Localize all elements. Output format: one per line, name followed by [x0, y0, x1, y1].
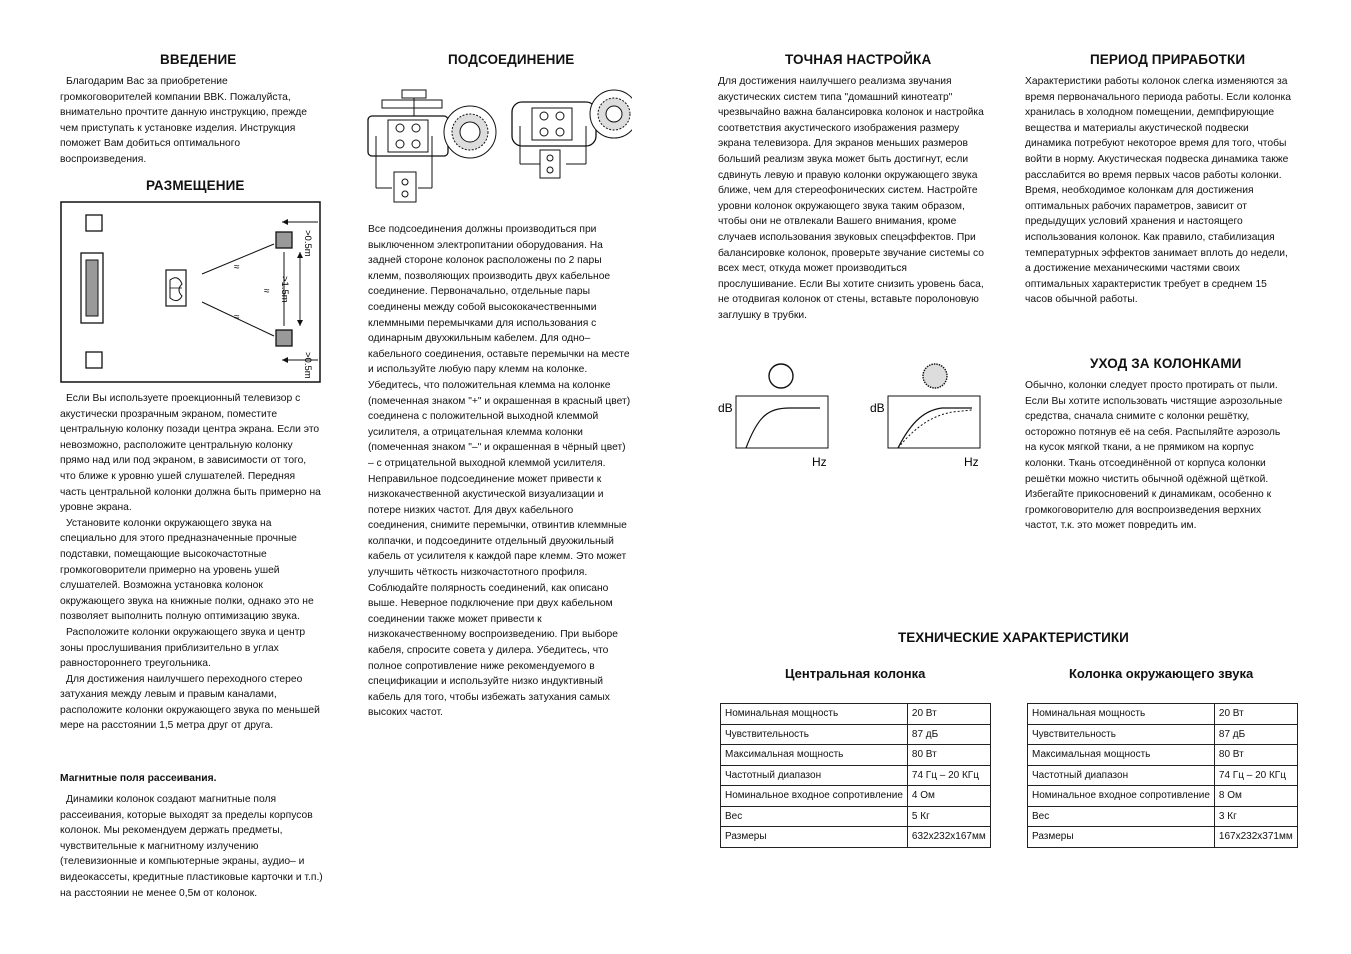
table-row: [1028, 765, 1298, 786]
approx-sign-2: ≈: [234, 312, 240, 323]
table-row: [721, 786, 991, 807]
table-row: [721, 827, 991, 848]
table-row: [1028, 745, 1298, 766]
listener-chair-icon: [166, 270, 186, 306]
spec-value: 20 Вт: [1214, 704, 1297, 725]
spec-label: Максимальная мощность: [721, 745, 908, 766]
spec-value: 632x232x167мм: [907, 827, 990, 848]
intro-title: ВВЕДЕНИЕ: [160, 52, 237, 67]
distance-label-mid: >1.5m: [279, 276, 290, 303]
center-spec-table: [720, 703, 991, 848]
graph-left-y-label: dB: [718, 401, 733, 415]
graph-left-x-label: Hz: [812, 455, 827, 469]
graph-right-x-label: Hz: [964, 455, 979, 469]
placement-paragraph: Если Вы используете проекционный телевизор с акустически прозрачным экраном, поместите центральную колонку позади центра экрана. Если это невозможно, расположите центральную колонку прямо над или под экраном, в зависимости от того, что ближе к уровню ушей слушателей. Передняя часть центральной колонки должна быть примерно на уровне экрана.: [60, 393, 321, 514]
care-title: УХОД ЗА КОЛОНКАМИ: [1090, 356, 1242, 371]
spec-label: Максимальная мощность: [1028, 745, 1215, 766]
table-row: [1028, 806, 1298, 827]
spec-label: Вес: [1028, 806, 1215, 827]
spec-value: 87 дБ: [1214, 724, 1297, 745]
spec-value: 5 Кг: [907, 806, 990, 827]
magnetic-paragraph: Динамики колонок создают магнитные поля рассеивания, которые выходят за пределы корпусов колонок. Мы рекомендуем держать предметы, чувствительные к магнитному излучению (телевизионные и компьютерные экраны, аудио– и видеокассеты, кредитные пластиковые карточки и т.п.) на расстоянии не менее 0,5м от колонок.: [60, 794, 323, 899]
surround-speaker-title: Колонка окружающего звука: [1069, 666, 1254, 681]
spec-value: 80 Вт: [1214, 745, 1297, 766]
breakin-text: [1025, 74, 1291, 308]
table-row: [721, 745, 991, 766]
frequency-response-graphs: [716, 360, 986, 472]
spec-label: Номинальная мощность: [721, 704, 908, 725]
breakin-title: ПЕРИОД ПРИРАБОТКИ: [1090, 52, 1246, 67]
table-row: [1028, 724, 1298, 745]
small-speaker-top-icon: [86, 215, 102, 231]
placement-title: РАЗМЕЩЕНИЕ: [146, 178, 245, 193]
tuning-paragraph: Для достижения наилучшего реализма звучания акустических систем типа "домашний кинотеатр" чрезвычайно важна балансировка колонок и настройка соответствия акустического изображения размеру экрана телевизора. Для экранов меньших размеров больший реализм звука может быть достигнут, если сдвинуть левую и правую колонки окружающего звука ближе, чем для стереофонических систем. Настройте уровни колонок окружающего звука таким образом, чтобы они не отвлекали Вашего внимания, кроме случаев использования звуковых спецэффектов. При балансировке колонок, проверьте звучание системы со всех мест, откуда может производиться прослушивание. Если Вы хотите снизить уровень баса, не отодвигая колонок от стены, вставьте поролоновую заглушку в трубки.: [718, 76, 984, 321]
placement-diagram: [60, 200, 322, 384]
spec-label: Размеры: [721, 827, 908, 848]
spec-value: 3 Кг: [1214, 806, 1297, 827]
table-row: [721, 704, 991, 725]
spec-value: 80 Вт: [907, 745, 990, 766]
open-port-icon: [769, 364, 793, 388]
magnetic-fields-title: Магнитные поля рассеивания.: [60, 773, 217, 784]
placement-paragraph: Расположите колонки окружающего звука и центр зоны прослушивания приблизительно в углах равностороннего треугольника.: [60, 626, 306, 670]
surround-speaker-back-icon: [276, 330, 292, 346]
spec-label: Номинальная мощность: [1028, 704, 1215, 725]
tuning-text: [718, 74, 984, 324]
approx-sign-1: ≈: [234, 262, 240, 273]
spec-label: Частотный диапазон: [721, 765, 908, 786]
breakin-paragraph: Характеристики работы колонок слегка изменяются за время первоначального периода работы. Если колонка хранилась в холодном помещении, демпфирующие вещества и материалы акустической подвески динамика потребуют некоторое время для того, чтобы войти в норму. Акустическая подвеска динамика также расслабится во время первых часов работы колонки. Время, необходимое колонкам для достижения оптимальных рабочих параметров, зависит от предыдущих условий хранения и настоящего использования колонок. Как правило, стабилизация температурных эффектов занимает вплоть до недели, а достижение механическими частями своих оптимальных характеристик требует в среднем 15 часов обычной работы.: [1025, 76, 1291, 306]
spec-value: 167x232x371мм: [1214, 827, 1297, 848]
surround-speaker-front-icon: [276, 232, 292, 248]
spec-value: 74 Гц – 20 КГц: [907, 765, 990, 786]
distance-label-bottom: >0.5m: [302, 352, 313, 379]
spec-value: 87 дБ: [907, 724, 990, 745]
connection-paragraph: Все подсоединения должны производиться при выключенном электропитании оборудования. На задней стороне колонок расположены по 2 пары клемм, позволяющих производить двух кабельное соединение. Первоначально, отдельные пары соединены между собой высококачественными клеммными перемычками для использования с одинарным двухжильным кабелем. Для одно–кабельного соединения, оставьте перемычки на месте и используйте любую пару клемм на колонке. Убедитесь, что положительная клемма на колонке (помеченная знаком "+" и окрашенная в красный цвет) соединена с положительной выходной клеммой усилителя, а отрицательная клемма колонки (помеченная знаком "–" и окрашенная в чёрный цвет) – с отрицательной выходной клеммой усилителя. Неправильное подсоединение может привести к низкокачественной акустической визуализации и потере низких частот. Для двух кабельного соединения, снимите перемычки, отвинтив клеммные колпачки, и подсоедините отдельный двухжильный кабель от усилителя к каждой паре клемм. Это может улучшить чёткость низкочастотного профиля. Соблюдайте полярность соединений, как описано выше. Неверное подключение при двух кабельном соединении также может привести к низкокачественному воспроизведению. При выборе кабеля, спросите совета у дилера. Убедитесь, что полное сопротивление ниже рекомендуемого в спецификации и используйте низко индуктивный кабель для того, чтобы избежать затухания самых высоких частот.: [368, 224, 631, 719]
woofer-right-icon: [590, 90, 632, 138]
table-row: [721, 765, 991, 786]
care-text: [1025, 378, 1291, 534]
terminal-block-left-icon: [368, 90, 448, 202]
spec-value: 4 Ом: [907, 786, 990, 807]
graph-right-y-label: dB: [870, 401, 885, 415]
placement-paragraph: Для достижения наилучшего переходного стерео затухания между левым и правым каналами, расположите колонки окружающего звука по меньшей мере на расстоянии 1,5 метра друг от друга.: [60, 673, 320, 732]
spec-label: Чувствительность: [721, 724, 908, 745]
table-row: [1028, 827, 1298, 848]
distance-label-top: >0.5m: [302, 230, 313, 257]
plugged-port-icon: [923, 364, 947, 388]
care-paragraph: Обычно, колонки следует просто протирать от пыли. Если Вы хотите использовать чистящие аэрозольные средства, сначала снимите с колонки решётку, осторожно потянув её на себя. Распыляйте аэрозоль на кусок мягкой ткани, а не прямиком на корпус колонки. Ткань отсоединённой от корпуса колонки решётки можно чистить обычной одёжной щёткой. Избегайте прикосновений к динамикам, особенно к громкоговорителю для воспроизведения верхних частот, т.к. это может повредить им.: [1025, 380, 1283, 532]
connection-diagram: [362, 86, 632, 206]
spec-value: 20 Вт: [907, 704, 990, 725]
spec-value: 74 Гц – 20 КГц: [1214, 765, 1297, 786]
spec-label: Вес: [721, 806, 908, 827]
specs-title: ТЕХНИЧЕСКИЕ ХАРАКТЕРИСТИКИ: [898, 630, 1129, 645]
approx-sign-3: ≈: [264, 286, 270, 297]
spec-label: Чувствительность: [1028, 724, 1215, 745]
center-speaker-title: Центральная колонка: [785, 666, 926, 681]
table-row: [1028, 704, 1298, 725]
spec-label: Частотный диапазон: [1028, 765, 1215, 786]
table-row: [721, 806, 991, 827]
table-row: [721, 724, 991, 745]
spec-label: Номинальное входное сопротивление: [721, 786, 908, 807]
magnetic-fields-text: [60, 792, 324, 901]
spec-label: Номинальное входное сопротивление: [1028, 786, 1215, 807]
connection-text: [368, 222, 632, 721]
small-speaker-bottom-icon: [86, 352, 102, 368]
spec-label: Размеры: [1028, 827, 1215, 848]
table-row: [1028, 786, 1298, 807]
placement-paragraph: Установите колонки окружающего звука на специально для этого предназначенные прочные подставки, помещающие высокочастотные громкоговорители примерно на уровень ушей слушателей. Возможна установка колонок окружающего звука на книжные полки, однако это не позволяет выполнить полную оптимизацию звука.: [60, 517, 314, 623]
surround-spec-table: [1027, 703, 1298, 848]
terminal-block-right-icon: [512, 102, 596, 178]
intro-text: [60, 74, 322, 168]
intro-paragraph: Благодарим Вас за приобретение громкоговорителей компании BBK. Пожалуйста, внимательно прочтите данную инструкцию, прежде чем приступать к установке изделия. Инструкция поможет Вам добиться оптимального воспроизведения.: [60, 76, 307, 165]
woofer-left-icon: [444, 106, 496, 158]
tuning-title: ТОЧНАЯ НАСТРОЙКА: [785, 52, 932, 67]
spec-value: 8 Ом: [1214, 786, 1297, 807]
placement-text: [60, 391, 324, 734]
connection-title: ПОДСОЕДИНЕНИЕ: [448, 52, 575, 67]
